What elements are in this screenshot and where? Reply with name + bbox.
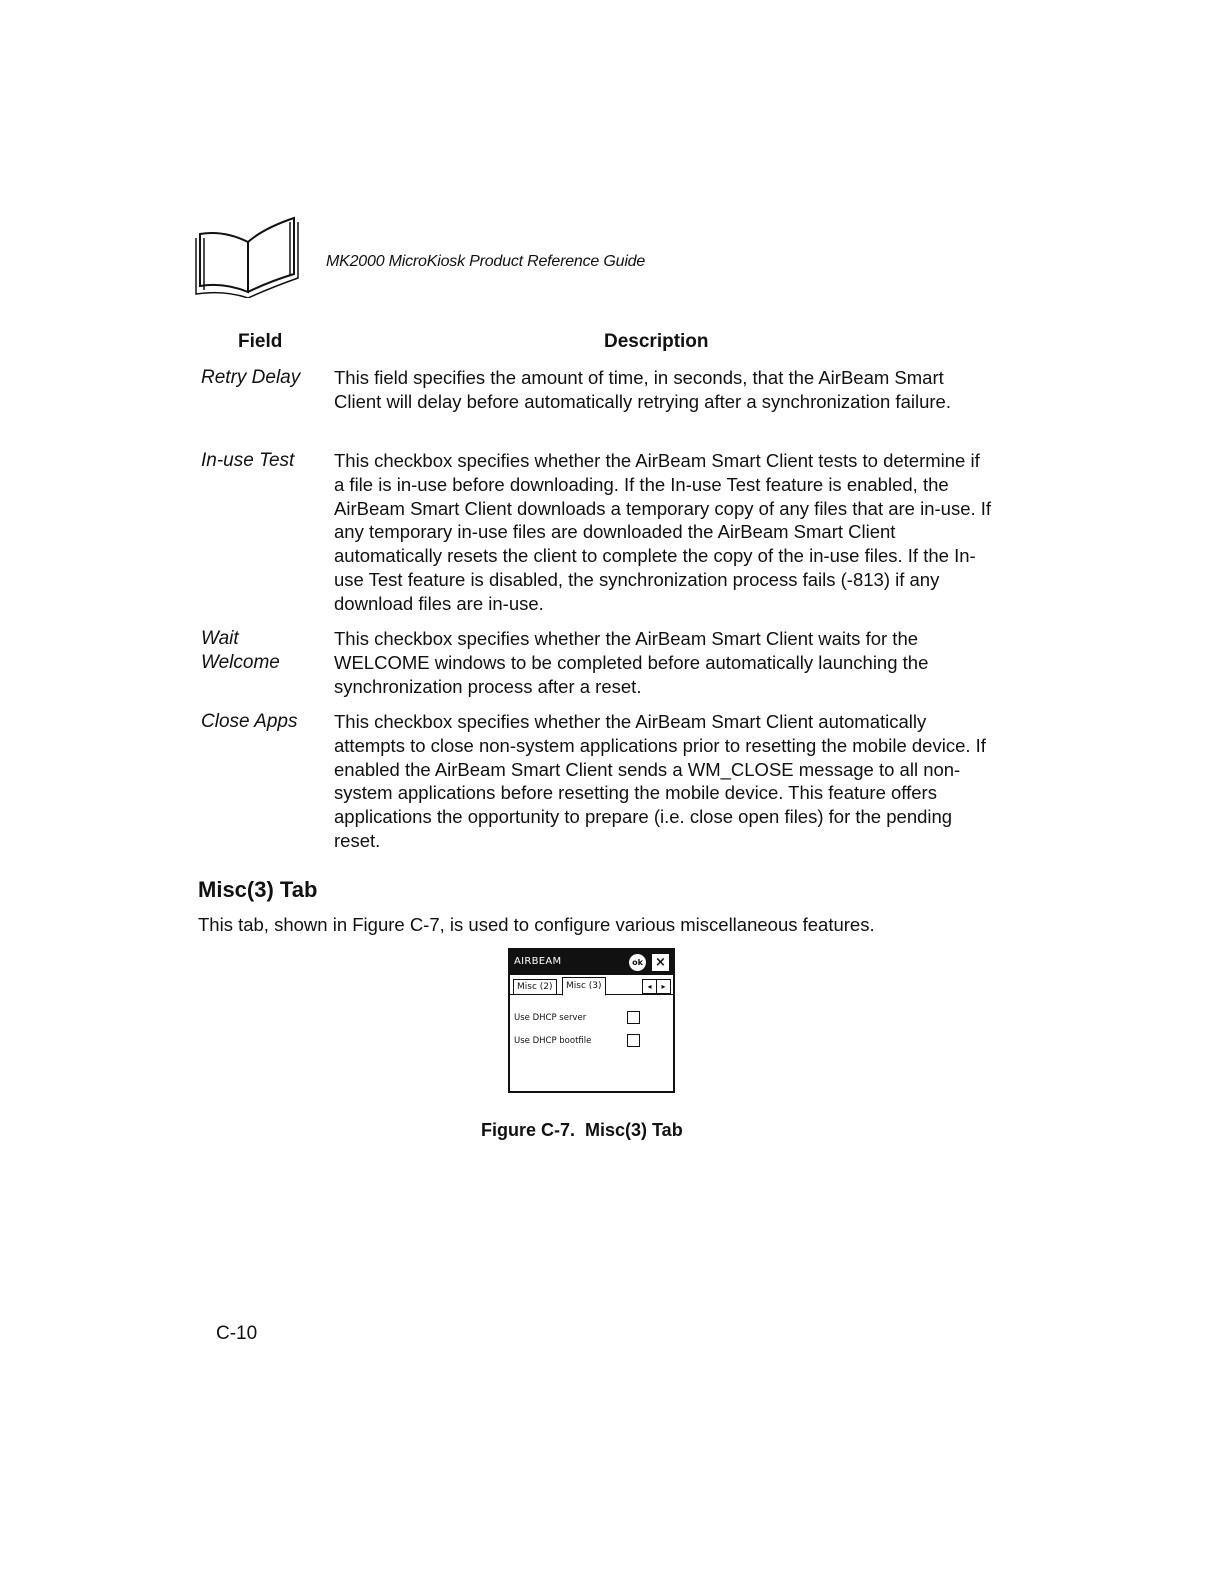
device-app-name: AIRBEAM <box>514 956 562 967</box>
field-name: Retry Delay <box>201 367 301 388</box>
field-description: This checkbox specifies whether the AirBeam Smart Client tests to determine if a file is in-use before downloading. If the In-use Test feature is enabled, the AirBeam Smart Client downloads a temporary copy of any files that are in-use. If any temporary in-use files are downloaded the AirBeam Smart Client automatically resets the client to complete the copy of the in-use files. If the In-use Test feature is disabled, the synchronization process fails (-813) if any download files are in-use. <box>334 450 992 614</box>
scroll-right-icon[interactable]: ▸ <box>661 982 666 991</box>
open-book-icon <box>194 216 302 298</box>
use-dhcp-server-label: Use DHCP server <box>514 1013 587 1023</box>
field-column-header: Field <box>238 331 283 352</box>
field-description: This field specifies the amount of time, in seconds, that the AirBeam Smart Client will delay before automatically retrying after a synchronization failure. <box>334 367 951 412</box>
close-button[interactable]: × <box>652 954 669 971</box>
device-titlebar <box>510 950 673 975</box>
use-dhcp-bootfile-label: Use DHCP bootfile <box>514 1036 592 1046</box>
section-title: Misc(3) Tab <box>198 877 318 902</box>
tab-misc-3[interactable]: Misc (3) <box>562 977 606 996</box>
running-title: MK2000 MicroKiosk Product Reference Guide <box>326 253 646 270</box>
field-name: In-use Test <box>201 450 295 471</box>
device-screenshot <box>508 948 675 1093</box>
field-description: This checkbox specifies whether the AirBeam Smart Client waits for the WELCOME windows to be completed before automatically launching the synchronization process after a reset. <box>334 628 929 697</box>
page-number: C-10 <box>216 1323 258 1344</box>
field-description: This checkbox specifies whether the AirBeam Smart Client automatically attempts to close non-system applications prior to resetting the mobile device. If enabled the AirBeam Smart Client sends a WM_CLOSE message to all non-system applications before resetting the mobile device. This feature offers applications the opportunity to prepare (i.e. close open files) for the pending reset. <box>334 711 986 851</box>
field-name: Wait Welcome <box>201 628 280 673</box>
use-dhcp-server-checkbox[interactable] <box>627 1011 640 1024</box>
ok-button[interactable]: ok <box>629 954 646 971</box>
description-column-header: Description <box>604 331 709 352</box>
use-dhcp-bootfile-checkbox[interactable] <box>627 1034 640 1047</box>
field-name: Close Apps <box>201 711 298 732</box>
scroll-left-icon[interactable]: ◂ <box>643 980 657 993</box>
section-text: This tab, shown in Figure C-7, is used to configure various miscellaneous features. <box>198 914 875 935</box>
tab-scroll-control[interactable] <box>642 979 671 994</box>
figure-caption: Figure C-7. Misc(3) Tab <box>481 1120 683 1140</box>
tab-misc-2[interactable]: Misc (2) <box>513 979 557 994</box>
